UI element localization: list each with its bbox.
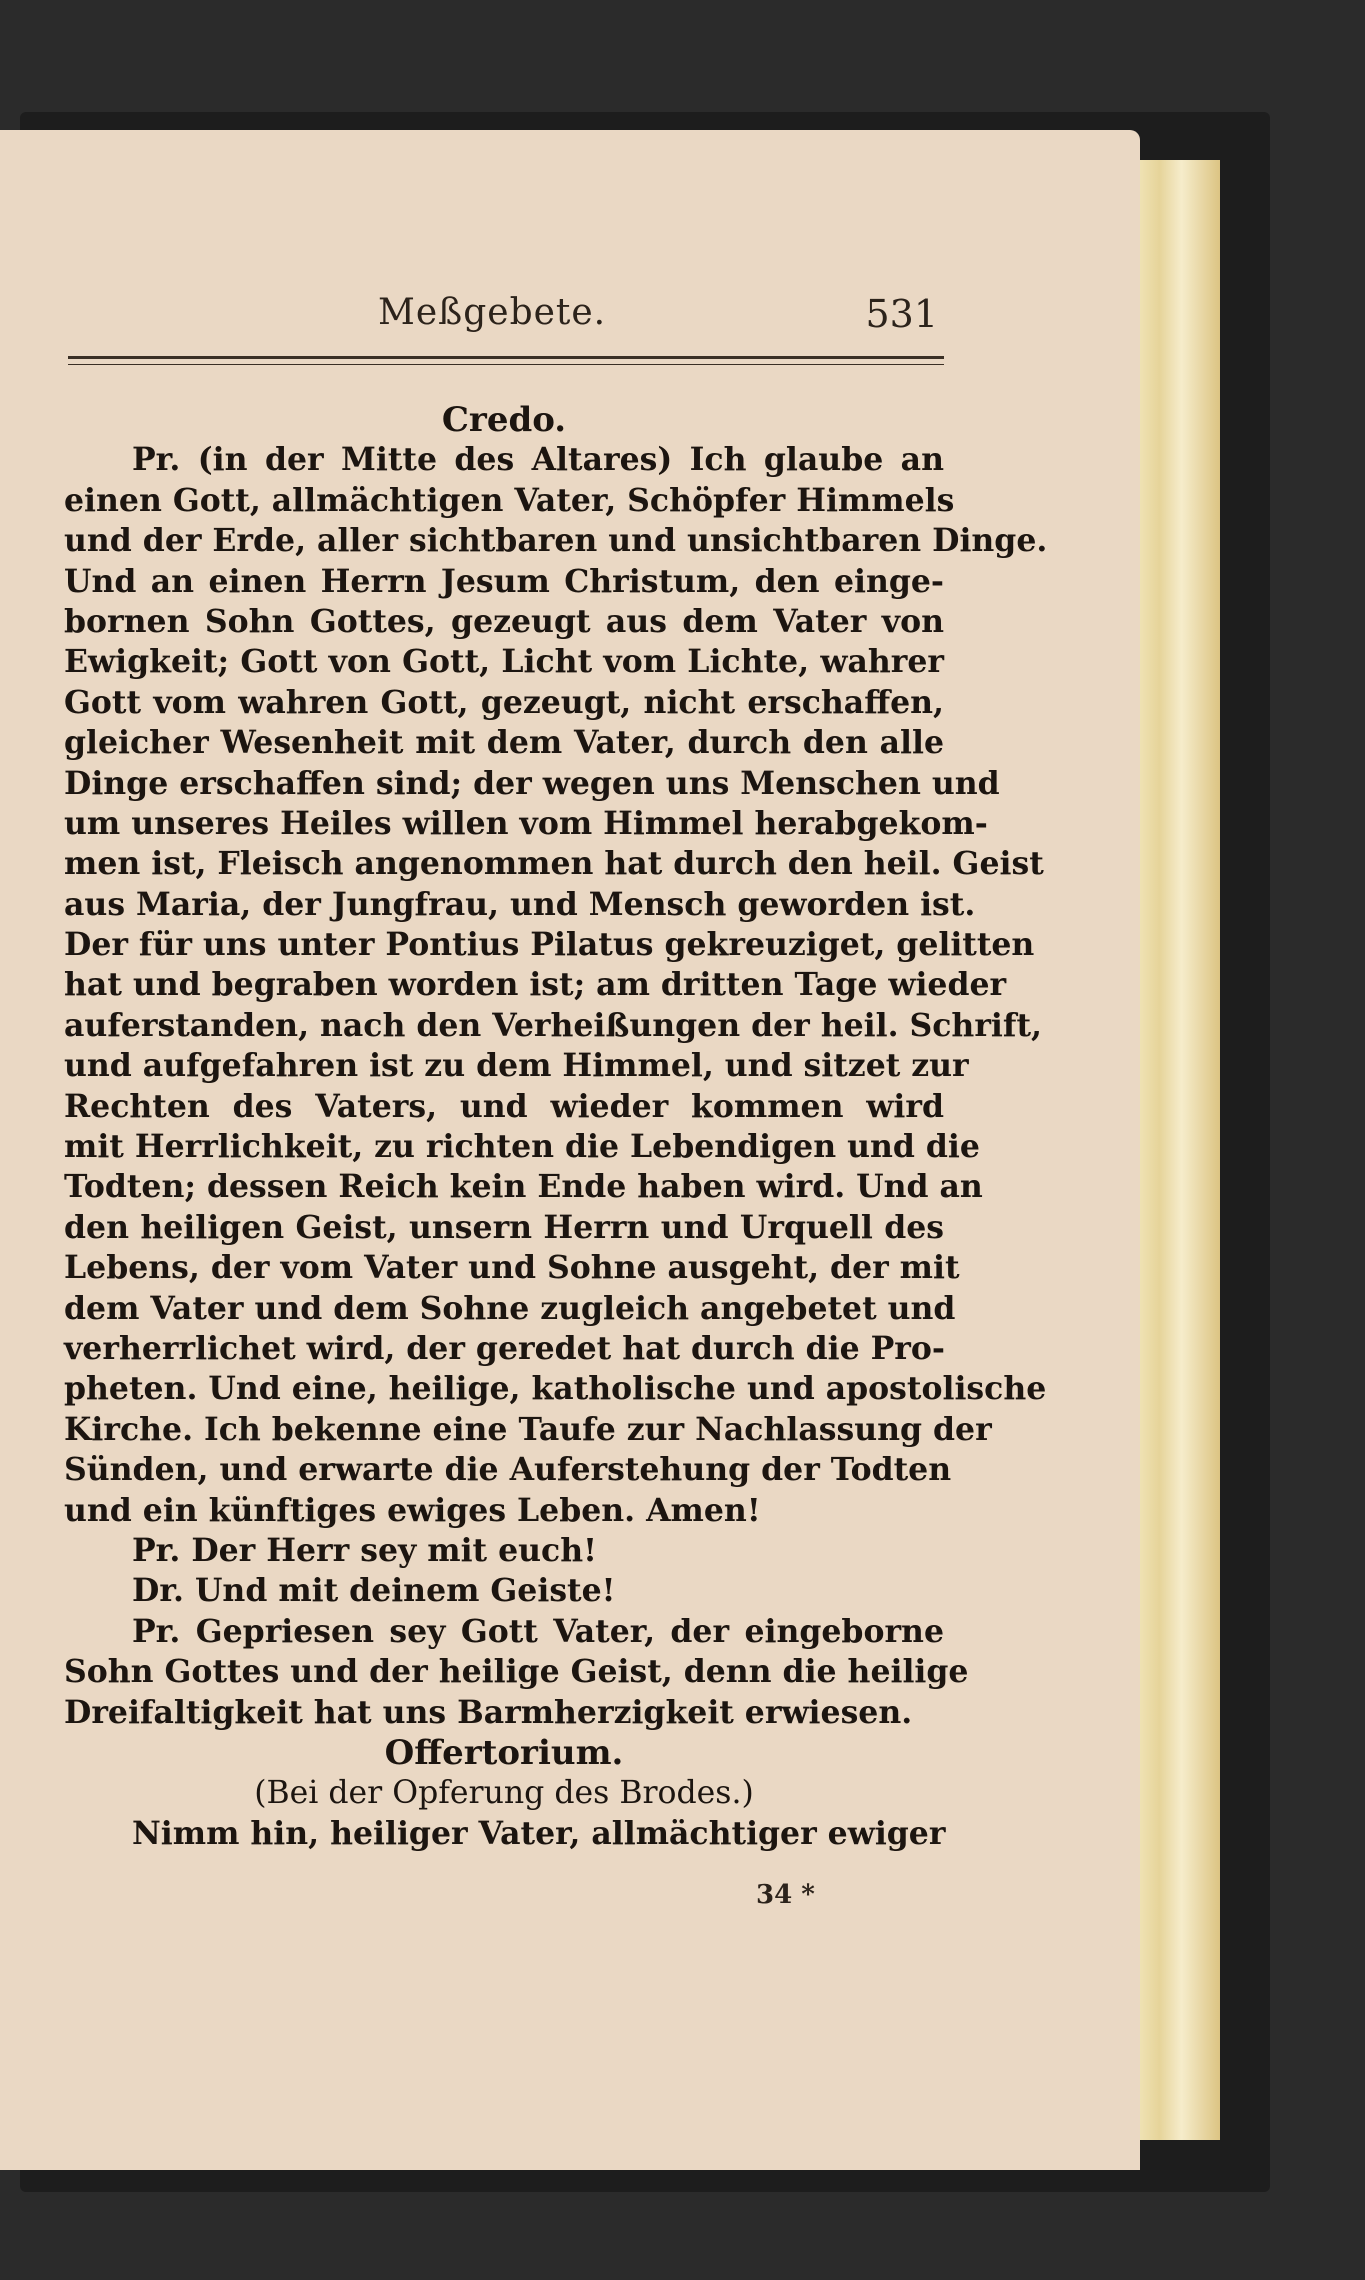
text-line: Lebens, der vom Vater und Sohne ausgeht, der mit [64, 1249, 960, 1287]
signature-mark: 34 * [756, 1880, 815, 1910]
text-line: dem Vater und dem Sohne zugleich angebetet und [64, 1289, 956, 1327]
text-line: pheten. Und eine, heilige, katholische und apostolische [64, 1370, 1047, 1408]
running-title: Meßgebete. [378, 292, 607, 333]
text-line: hat und begraben worden ist; am dritten Tage wieder [64, 966, 1007, 1004]
text-line: Dinge erschaffen sind; der wegen uns Menschen und [64, 764, 1000, 802]
text-line: Und an einen Herrn Jesum Christum, den einge- [64, 562, 944, 600]
section-heading-offertorium: Offertorium. [384, 1732, 624, 1773]
page-number: 531 [865, 292, 938, 336]
dialogue-priest-2: Pr. Gepriesen sey Gott Vater, der eingeborne [132, 1612, 944, 1650]
header-rule-thin [68, 364, 944, 365]
text-line: Rechten des Vaters, und wieder kommen wird [64, 1087, 944, 1125]
text-line: Dreifaltigkeit hat uns Barmherzigkeit erwiesen. [64, 1693, 913, 1731]
text-line: und ein künftiges ewiges Leben. Amen! [64, 1491, 761, 1529]
page-text [64, 400, 1048, 1854]
text-line: men ist, Fleisch angenommen hat durch den heil. Geist [64, 845, 1044, 883]
text-line: bornen Sohn Gottes, gezeugt aus dem Vater von [64, 602, 944, 640]
text-line: um unseres Heiles willen vom Himmel herabgekom- [64, 804, 988, 842]
text-line: und der Erde, aller sichtbaren und unsichtbaren Dinge. [64, 522, 1048, 560]
dialogue-response-1: Dr. Und mit deinem Geiste! [132, 1572, 616, 1610]
text-line: Sohn Gottes und der heilige Geist, denn die heilige [64, 1653, 969, 1691]
text-line: und aufgefahren ist zu dem Himmel, und sitzet zur [64, 1047, 969, 1085]
text-line: aus Maria, der Jungfrau, und Mensch geworden ist. [64, 885, 976, 923]
text-line: den heiligen Geist, unsern Herrn und Urquell des [64, 1208, 944, 1246]
text-line: auferstanden, nach den Verheißungen der heil. Schrift, [64, 1006, 1042, 1044]
text-line: Pr. (in der Mitte des Altares) Ich glaube an [132, 441, 944, 479]
header-rule [68, 356, 944, 359]
dialogue-priest-1: Pr. Der Herr sey mit euch! [132, 1531, 597, 1569]
running-head [68, 292, 944, 352]
text-line: Kirche. Ich bekenne eine Taufe zur Nachlassung der [64, 1410, 992, 1448]
text-line: Der für uns unter Pontius Pilatus gekreuziget, gelitten [64, 926, 1035, 964]
section-heading-credo: Credo. [441, 400, 567, 440]
text-line: einen Gott, allmächtigen Vater, Schöpfer Himmels [64, 481, 955, 519]
text-line: Ewigkeit; Gott von Gott, Licht vom Lichte, wahrer [64, 643, 944, 681]
text-line: Sünden, und erwarte die Auferstehung der Todten [64, 1451, 952, 1489]
text-line: Todten; dessen Reich kein Ende haben wird. Und an [64, 1168, 983, 1206]
text-line: verherrlichet wird, der geredet hat durch die Pro- [64, 1329, 945, 1367]
section-subtitle: (Bei der Opferung des Brodes.) [254, 1775, 754, 1812]
text-line: gleicher Wesenheit mit dem Vater, durch den alle [64, 724, 944, 762]
text-line: Gott vom wahren Gott, gezeugt, nicht erschaffen, [64, 683, 944, 721]
text-line: mit Herrlichkeit, zu richten die Lebendigen und die [64, 1128, 980, 1166]
text-line: Nimm hin, heiliger Vater, allmächtiger ewiger [132, 1814, 946, 1852]
